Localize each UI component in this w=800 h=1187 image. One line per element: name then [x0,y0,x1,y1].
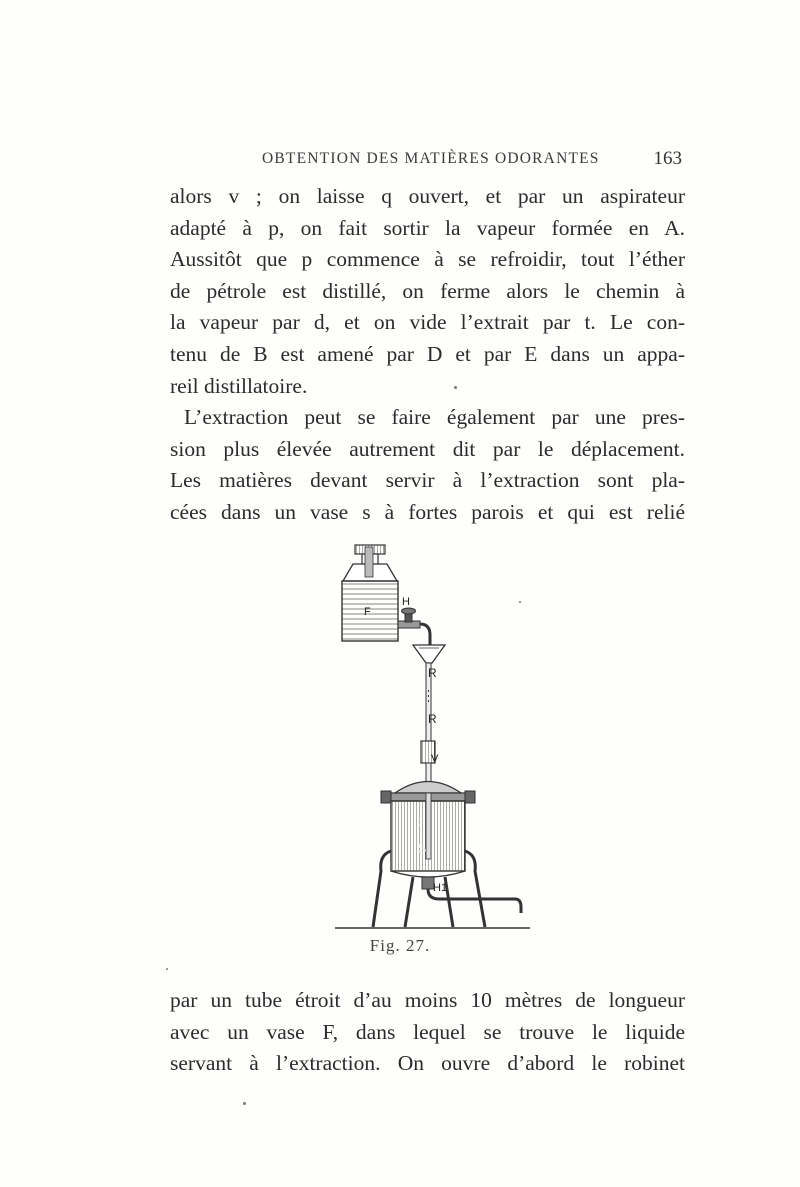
paper-speck [166,968,168,970]
text-line: Aussitôt que p commence à se refroidir, tout l’éther [170,247,685,272]
body-text-top [170,181,685,529]
paper-speck [454,386,457,389]
text-line: Les matières devant servir à l’extraction sont pla- [170,468,685,493]
text-line: reil distillatoire. [170,373,308,398]
figure-caption: Fig. 27. [369,936,431,955]
label-h: H [402,596,410,608]
paper-speck [243,1102,246,1105]
text-line: la vapeur par d, et on vide l’extrait par t. Le con- [170,310,685,335]
vessel-s [381,782,475,878]
text-line: avec un vase F, dans lequel se trouve le liquide [170,1019,685,1044]
body-text-bottom [170,985,685,1080]
label-f: F [364,606,371,618]
text-line: cées dans un vase s à fortes parois et qui est relié [170,499,685,524]
funnel [413,645,445,663]
label-s: S [417,840,427,856]
stopcock-h [398,608,430,645]
text-line: alors v ; on laisse q ouvert, et par un aspirateur [170,184,685,208]
paper-speck [519,601,521,603]
apparatus-figure [335,535,535,935]
text-line: servant à l’extraction. On ouvre d’abord le robinet [170,1051,685,1076]
vase-f [342,545,398,641]
text-line: sion plus élevée autrement dit par le déplacement. [170,436,685,461]
label-h1: H1 [433,882,448,894]
text-line: tenu de B est amené par D et par E dans un appa- [170,341,685,366]
text-line: adapté à p, on fait sortir la vapeur formée en A. [170,215,685,240]
page-number: 163 [653,148,682,169]
label-c: c [417,816,423,828]
label-r1: R [428,666,437,680]
text-line: de pétrole est distillé, on ferme alors le chemin à [170,278,685,303]
label-v: V [431,753,439,765]
running-head [262,148,682,172]
label-r2: R [428,712,437,726]
text-line: L’extraction peut se faire également par une pres- [184,405,685,430]
running-title: OBTENTION DES MATIÈRES ODORANTES [262,150,600,167]
text-line: par un tube étroit d’au moins 10 mètres de longueur [170,988,685,1012]
